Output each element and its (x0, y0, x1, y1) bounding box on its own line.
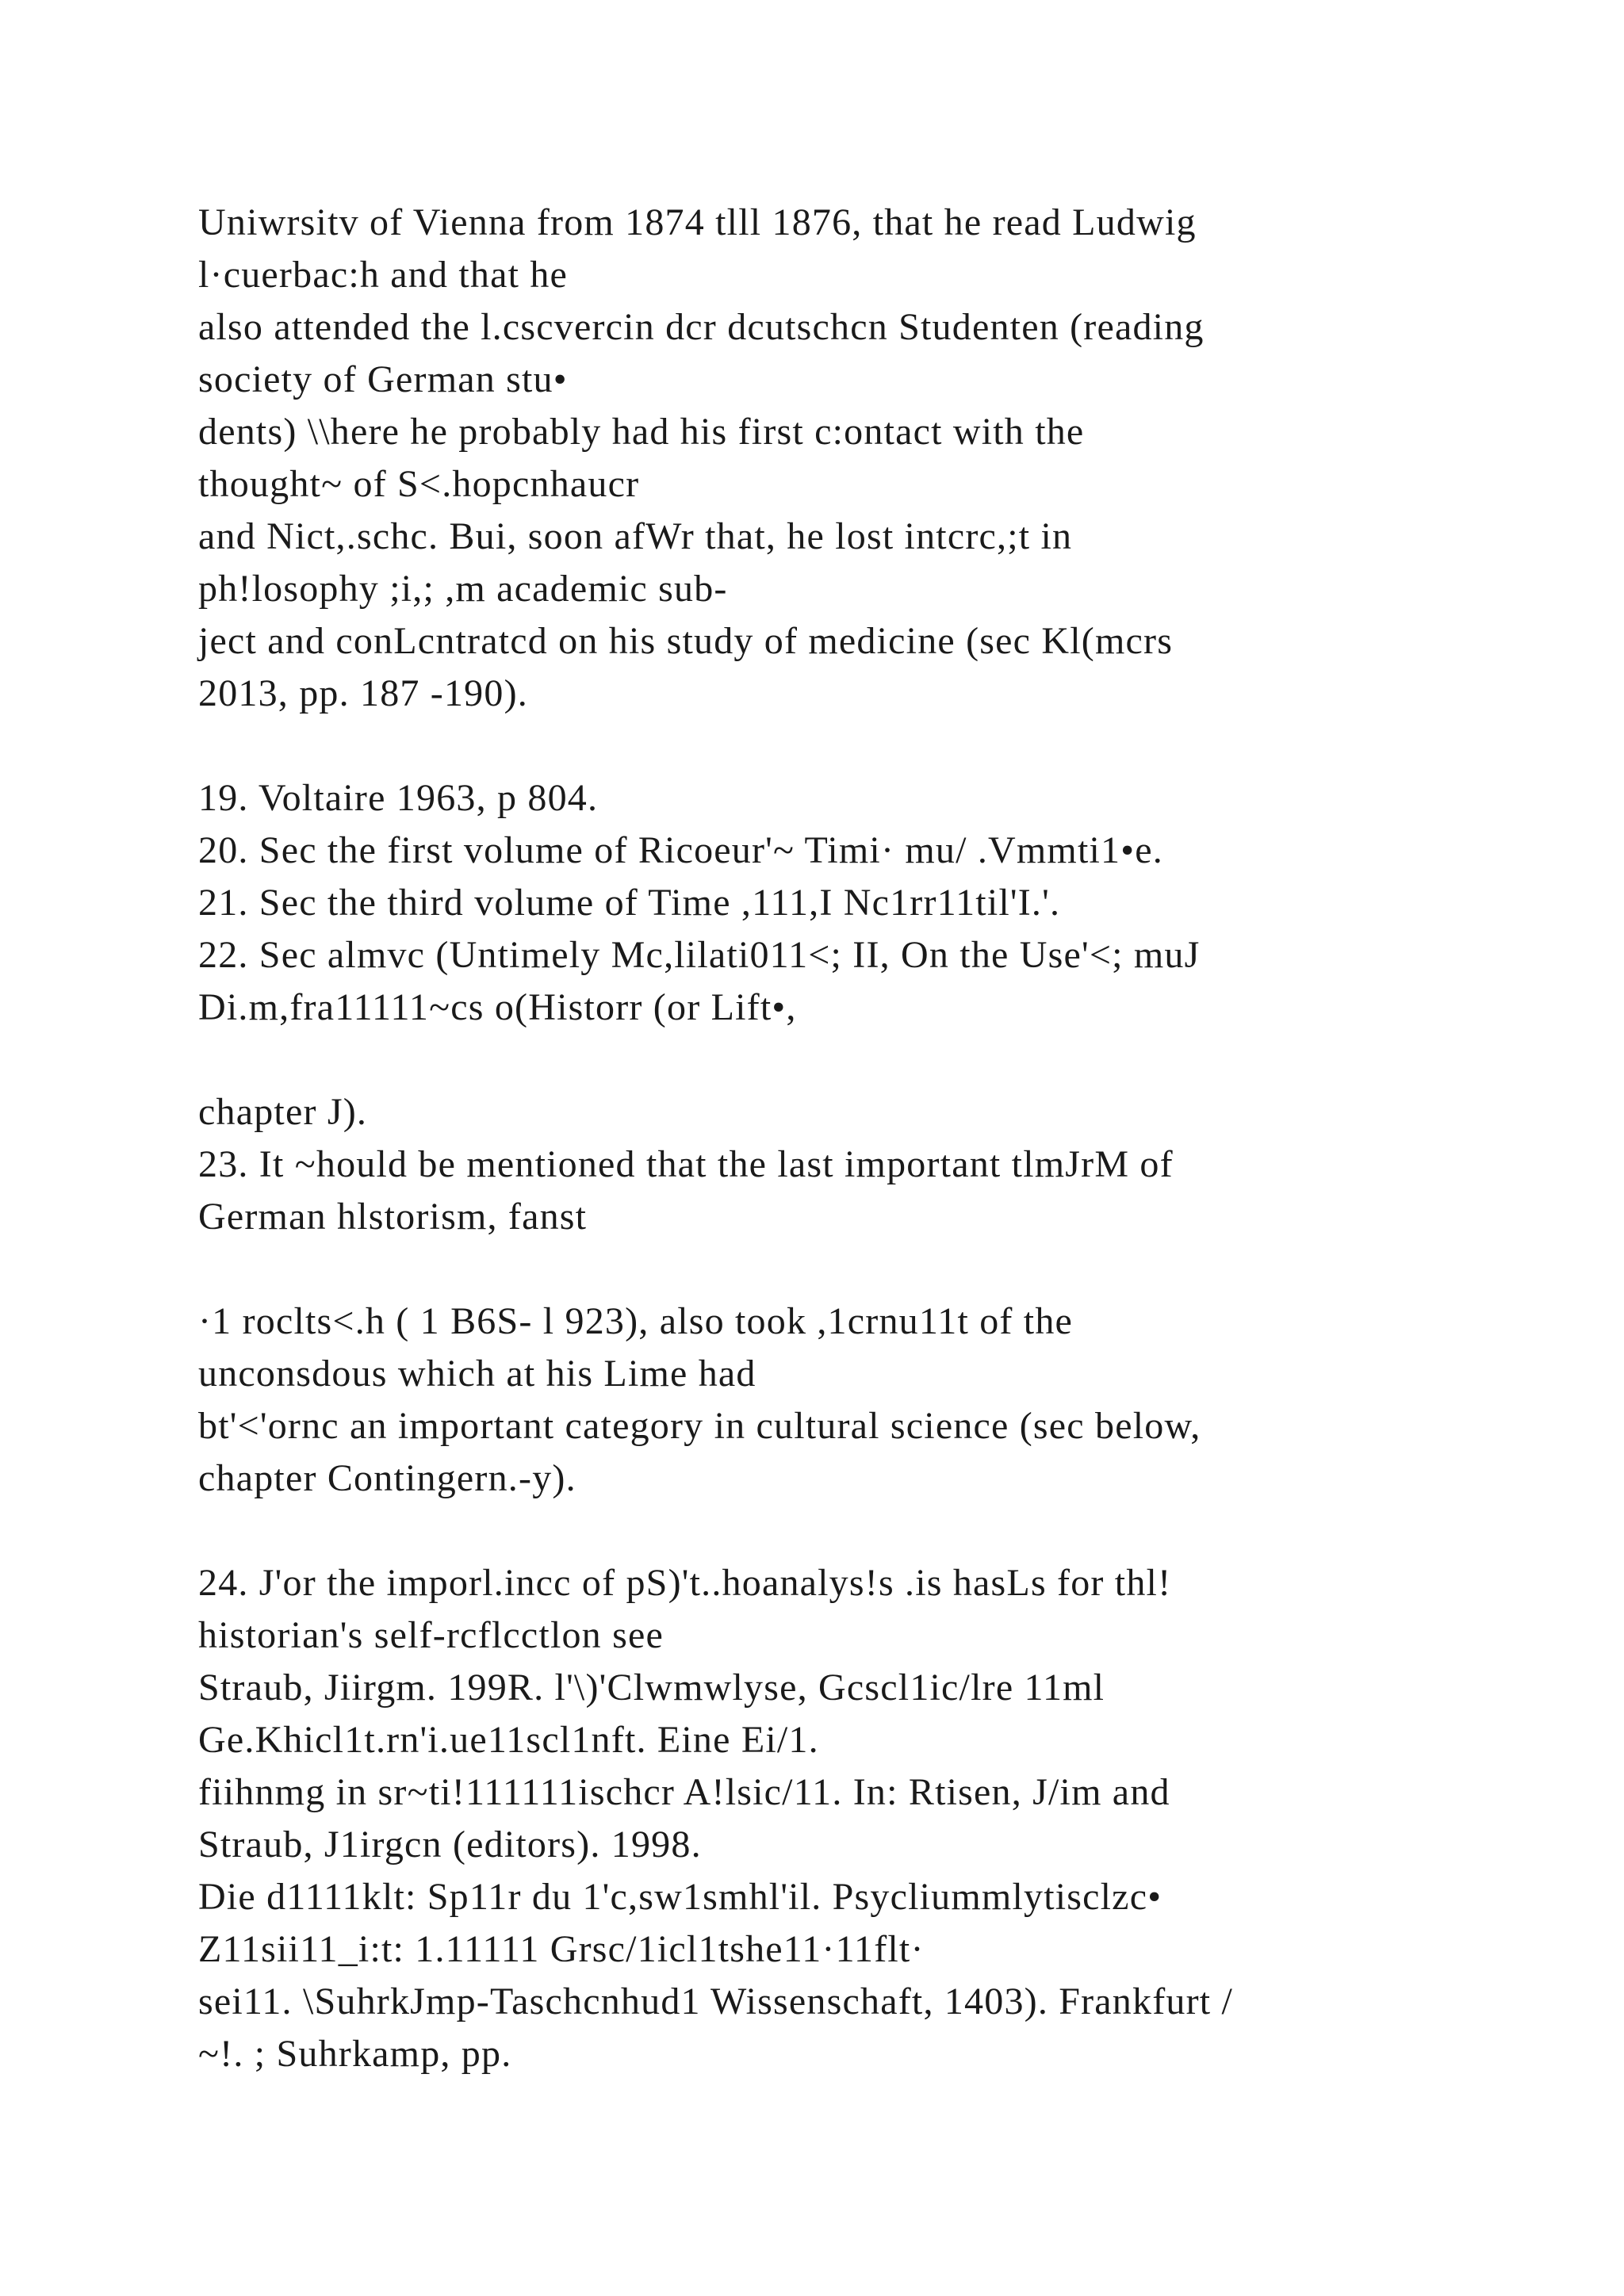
text-line: 2013, pp. 187 -190). (198, 672, 528, 714)
text-line: Straub, Jiirgm. 199R. l'\)'Clwmwlyse, Gcscl1ic/lre 11ml (198, 1667, 1105, 1709)
blank-line (198, 1505, 1499, 1557)
text-line: Straub, J1irgcn (editors). 1998. (198, 1823, 702, 1866)
text-line: bt'<'ornc an important category in cultural science (sec below, (198, 1405, 1201, 1447)
text-line: thought~ of S<.hopcnhaucr (198, 463, 640, 505)
text-line: chapter J). (198, 1091, 368, 1133)
text-line: also attended the l.cscvercin dcr dcutschcn Studenten (reading (198, 306, 1205, 348)
text-line: ph!losophy ;i,; ,m academic sub- (198, 568, 728, 610)
blank-line (198, 720, 1499, 772)
text-line: fiihnmg in sr~ti!111111ischcr A!lsic/11. In: Rtisen, J/im and (198, 1771, 1170, 1813)
text-line: unconsdous which at his Lime had (198, 1353, 756, 1395)
text-line: historian's self-rcflcctlon see (198, 1614, 664, 1656)
text-line: Die d1111klt: Sp11r du 1'c,sw1smhl'il. Psycliummlytisclzc• (198, 1876, 1162, 1918)
text-line: ·1 roclts<.h ( 1 B6S- l 923), also took ,1crnu11t of the (198, 1300, 1074, 1342)
text-line: chapter Contingern.-y). (198, 1457, 576, 1499)
text-line: sei11. \SuhrkJmp-Taschcnhud1 Wissenschaft, 1403). Frankfurt / (198, 1980, 1234, 2022)
text-line: Ge.Khicl1t.rn'i.ue11scl1nft. Eine Ei/1. (198, 1719, 819, 1761)
text-line: Uniwrsitv of Vienna from 1874 tlll 1876, that he read Ludwig (198, 201, 1197, 243)
blank-line (198, 1243, 1499, 1295)
text-line: 21. Sec the third volume of Time ,111,I Nc1rr11til'I.'. (198, 882, 1061, 924)
text-line: and Nict,.schc. Bui, soon afWr that, he lost intcrc,;t in (198, 515, 1073, 557)
text-line: dents) \\here he probably had his first c:ontact with the (198, 411, 1085, 453)
text-line: 19. Voltaire 1963, p 804. (198, 777, 599, 819)
text-line: 22. Sec almvc (Untimely Mc,lilati011<; II, On the Use'<; muJ (198, 934, 1201, 976)
text-line: Di.m,fra11111~cs o(Historr (or Lift•, (198, 986, 797, 1028)
text-line: ~!. ; Suhrkamp, pp. (198, 2033, 512, 2075)
text-line: Z11sii11_i:t: 1.11111 Grsc/1icl1tshe11·11flt· (198, 1928, 925, 1970)
blank-line (198, 1034, 1499, 1086)
text-line: 20. Sec the first volume of Ricoeur'~ Timi· mu/ .Vmmti1•e. (198, 829, 1163, 871)
text-line: society of German stu• (198, 358, 568, 400)
text-line: 23. It ~hould be mentioned that the last important tlmJrM of (198, 1143, 1174, 1185)
text-line: German hlstorism, fanst (198, 1196, 588, 1238)
text-line: 24. J'or the imporl.incc of pS)'t..hoanalys!s .is hasLs for thl! (198, 1562, 1172, 1604)
document-page (198, 197, 1499, 2080)
text-line: ject and conLcntratcd on his study of medicine (sec Kl(mcrs (198, 620, 1174, 662)
text-line: l·cuerbac:h and that he (198, 254, 569, 296)
